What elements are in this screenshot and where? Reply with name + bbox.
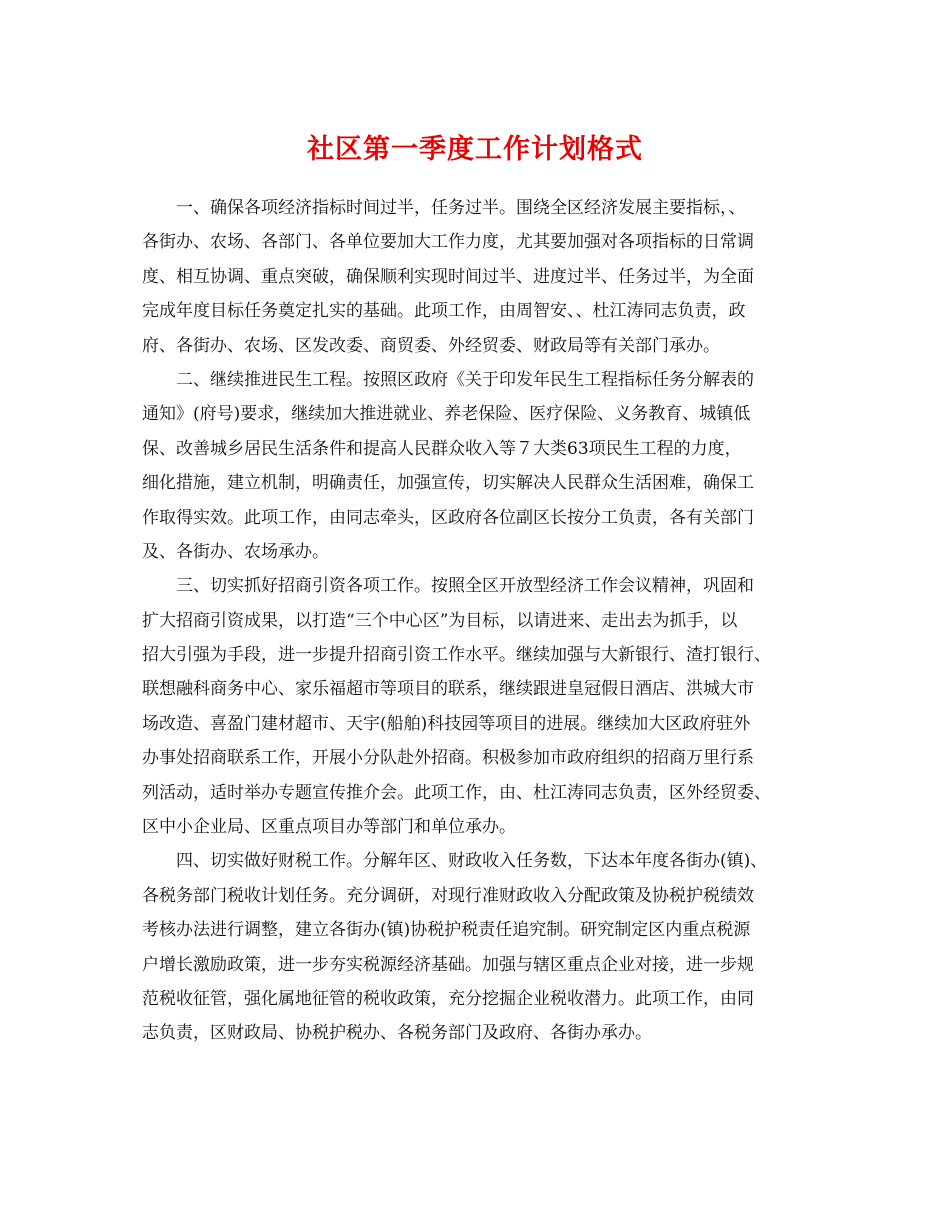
- paragraph-line: 场改造、喜盈门建材超市、天宇(船舶)科技园等项目的进展。继续加大区政府驻外: [142, 713, 751, 734]
- paragraph-line: 通知》(府号)要求，继续加大推进就业、养老保险、医疗保险、义务教育、城镇低: [142, 404, 751, 425]
- paragraph-line: 及、各街办、农场承办。: [142, 541, 329, 562]
- paragraph-line: 户增长激励政策，进一步夯实税源经济基础。加强与辖区重点企业对接，进一步规: [142, 954, 754, 975]
- paragraph-3: [142, 569, 812, 844]
- paragraph-4: [142, 844, 812, 1050]
- paragraph-1: [142, 191, 812, 363]
- paragraph-line: 招大引强为手段，进一步提升招商引资工作水平。继续加强与大新银行、渣打银行、: [142, 645, 771, 666]
- paragraph-line: 联想融科商务中心、家乐福超市等项目的联系，继续跟进皇冠假日酒店、洪城大市: [142, 679, 754, 700]
- paragraph-line: 细化措施，建立机制，明确责任，加强宣传，切实解决人民群众生活困难，确保工: [142, 473, 754, 494]
- paragraph-line: 作取得实效。此项工作，由同志牵头，区政府各位副区长按分工负责，各有关部门: [142, 507, 754, 528]
- paragraph-line: 扩大招商引资成果，以打造“三个中心区”为目标，以请进来、走出去为抓手，以: [142, 610, 738, 631]
- paragraph-2: [142, 363, 812, 569]
- paragraph-line: 府、各街办、农场、区发改委、商贸委、外经贸委、财政局等有关部门承办。: [142, 335, 720, 356]
- document-body: [142, 191, 812, 1051]
- paragraph-line: 保、改善城乡居民生活条件和提高人民群众收入等７大类63项民生工程的力度，: [142, 438, 742, 459]
- paragraph-line: 完成年度目标任务奠定扎实的基础。此项工作，由周智安、、杜江涛同志负责，政: [142, 301, 746, 322]
- paragraph-line: 二、继续推进民生工程。按照区政府《关于印发年民生工程指标任务分解表的: [176, 369, 754, 390]
- paragraph-line: 列活动，适时举办专题宣传推介会。此项工作，由、杜江涛同志负责，区外经贸委、: [142, 782, 771, 803]
- paragraph-line: 度、相互协调、重点突破，确保顺利实现时间过半、进度过半、任务过半，为全面: [142, 266, 754, 287]
- paragraph-line: 考核办法进行调整，建立各街办(镇)协税护税责任追究制。研究制定区内重点税源: [142, 920, 751, 941]
- paragraph-line: 志负责，区财政局、协税护税办、各税务部门及政府、各街办承办。: [142, 1023, 652, 1044]
- paragraph-line: 区中小企业局、区重点项目办等部门和单位承办。: [142, 817, 516, 838]
- paragraph-line: 一、确保各项经济指标时间过半，任务过半。围绕全区经济发展主要指标，、: [176, 198, 746, 218]
- paragraph-line: 四、切实做好财税工作。分解年区、财政收入任务数，下达本年度各街办(镇)、: [176, 851, 768, 872]
- paragraph-line: 各税务部门税收计划任务。充分调研，对现行准财政收入分配政策及协税护税绩效: [142, 885, 754, 906]
- paragraph-line: 办事处招商联系工作，开展小分队赴外招商。积极参加市政府组织的招商万里行系: [142, 748, 754, 769]
- paragraph-line: 各街办、农场、各部门、各单位要加大工作力度，尤其要加强对各项指标的日常调: [142, 232, 754, 253]
- document-title: 社区第一季度工作计划格式: [307, 134, 643, 165]
- paragraph-line: 三、切实抓好招商引资各项工作。按照全区开放型经济工作会议精神，巩固和: [176, 576, 754, 597]
- paragraph-line: 范税收征管，强化属地征管的税收政策，充分挖掘企业税收潜力。此项工作，由同: [142, 988, 754, 1009]
